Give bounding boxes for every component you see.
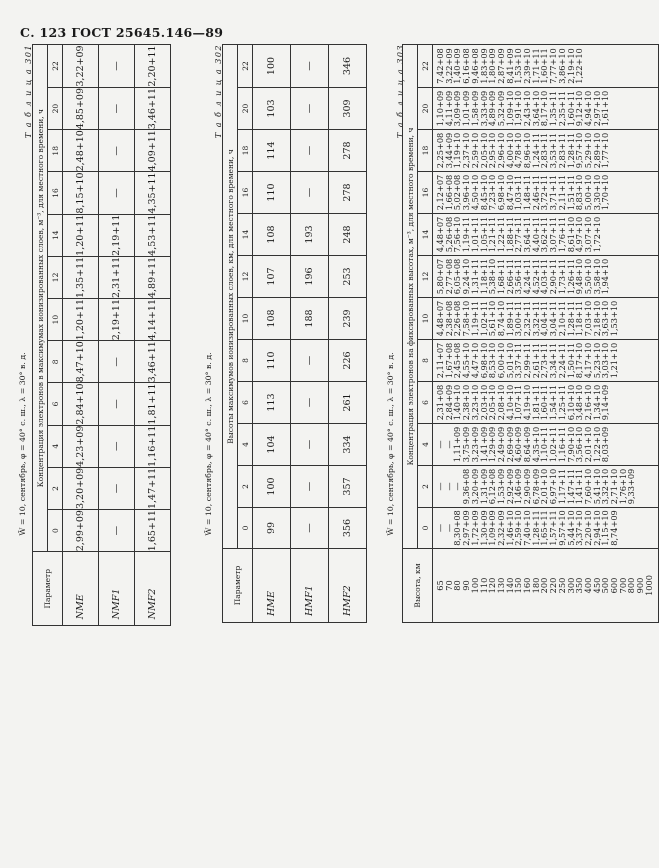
table1-value-cell: 4,89+11: [135, 256, 171, 298]
altitude-value: 220: [548, 577, 559, 594]
table3-caption: Концентрация электронов на фиксированных высотах, м⁻³, для местного времени, ч: [403, 45, 418, 549]
altitude-value: 100: [469, 577, 480, 594]
altitude-value: 160: [522, 577, 533, 594]
table1-hour-header: 6: [48, 383, 63, 425]
table2-value-cell: 248: [329, 214, 367, 256]
table1-value-cell: 4,09+11: [135, 130, 171, 172]
table2-value-cell: 356: [329, 508, 367, 549]
table2-hour-header: 0: [238, 508, 253, 549]
table3-value-column: 5,80+07 2,77+08 6,05+08 9,24+10 1,31+11 1,18+11 5,38+10 1,68+11 2,66+11 3,56+11 4,24+11 4,52+11 4,03+11 2,90+11 1,73+11 1,26+11 9,48+10 5,50+10 3,58+10 1,94+10: [433, 256, 659, 298]
table1-value-cell: —: [99, 510, 135, 552]
table2-hour-header: 20: [238, 88, 253, 130]
table-row: [135, 45, 171, 626]
table1-hour-header: 14: [48, 214, 63, 256]
altitude-value: 900: [635, 577, 646, 594]
table1-value-cell: 2,84+10: [63, 383, 99, 425]
table1-value-cell: 2,20+11: [135, 45, 171, 88]
table2-caption: Высоты максимумов ионизированных слоев, км, для местного времени, ч: [223, 45, 238, 549]
table3-altitude-header: Высота, км: [403, 549, 433, 623]
table1-param-cell: NMF1: [99, 552, 135, 626]
table1-value-cell: 2,31+11: [99, 256, 135, 298]
table2-param-cell: HME: [253, 549, 291, 623]
table1-title: W̄ = 10, сентябрь, φ = 40° с. ш., λ = 30° в. д.: [18, 352, 27, 536]
table2-hour-header: 22: [238, 45, 253, 88]
table1-hour-header: 12: [48, 256, 63, 298]
table3-value-column: 2,12+07 1,66+08 5,02+08 3,96+10 4,50+10 8,45+10 7,23+10 6,98+10 8,47+10 1,03+11 1,48+11 2,46+11 3,72+11 3,71+11 2,11+11 1,51+11 8,83+10 5,00+10 3,30+10 1,70+10: [433, 172, 659, 214]
table1-value-cell: 1,81+11: [135, 383, 171, 425]
table1-value-cell: —: [99, 172, 135, 214]
table2-value-cell: 357: [329, 466, 367, 508]
altitude-value: 1000: [643, 575, 654, 596]
table3-altitude-list: [433, 549, 659, 623]
altitude-value: 350: [574, 577, 585, 594]
table-302: [222, 44, 367, 623]
table1-hour-header: 8: [48, 341, 63, 383]
table2-param-header: Параметр: [223, 549, 253, 623]
table2-value-cell: 100: [253, 466, 291, 508]
table2-value-cell: 193: [291, 214, 329, 256]
table1-hour-header: 2: [48, 467, 63, 509]
table3-value-column: 2,31+08 2,84+09 1,40+10 2,38+10 3,23+10 2,03+10 2,05+10 2,08+10 4,10+10 1,07+11 4,19+10 1,81+11 1,60+11 1,54+11 1,25+11 6,10+10 3,48+10 2,16+10 1,34+10 9,14+09: [433, 382, 659, 424]
table1-value-cell: 4,35+11: [135, 172, 171, 214]
table1-value-cell: 1,20+11: [63, 214, 99, 256]
table3-hour-header: 12: [418, 256, 433, 298]
table1-value-cell: —: [99, 130, 135, 172]
table3-hour-header: 18: [418, 130, 433, 172]
table2-value-cell: 100: [253, 45, 291, 88]
table2-value-cell: —: [291, 382, 329, 424]
table2-value-cell: —: [291, 130, 329, 172]
table2-value-cell: 278: [329, 130, 367, 172]
table1-hour-header: 16: [48, 172, 63, 214]
table2-value-cell: —: [291, 45, 329, 88]
table3-hour-header: 2: [418, 466, 433, 508]
table1-value-cell: 2,19+11: [99, 214, 135, 256]
table3-title: W̄ = 10, сентябрь, φ = 40° с. ш., λ = 30° в. д.: [386, 352, 395, 536]
table1-value-cell: 4,53+11: [135, 214, 171, 256]
altitude-value: 90: [461, 580, 472, 591]
table1-value-cell: 8,47+10: [63, 341, 99, 383]
table2-param-cell: HMF2: [329, 549, 367, 623]
table1-value-cell: 1,35+11: [63, 256, 99, 298]
table2-hour-header: 12: [238, 256, 253, 298]
table3-value-column: 1,10+09 4,11+09 3,09+09 1,01+09 1,58+09 3,33+09 4,89+09 5,32+09 1,09+10 1,91+10 2,43+10 3,64+10 8,17+10 1,35+11 2,35+11 1,60+11 9,12+10 4,94+10 2,97+10 1,61+10: [433, 88, 659, 130]
table1-param-cell: NME: [63, 552, 99, 626]
table1-value-cell: 3,46+11: [135, 341, 171, 383]
table1-hour-header: 0: [48, 510, 63, 552]
table2-value-cell: —: [291, 466, 329, 508]
table3-hour-header: 8: [418, 340, 433, 382]
altitude-value: 800: [626, 577, 637, 594]
table-303: [402, 44, 659, 623]
table2-value-cell: —: [291, 508, 329, 549]
table1-value-cell: 4,23+09: [63, 425, 99, 467]
table1-param-cell: NMF2: [135, 552, 171, 626]
altitude-value: 200: [539, 577, 550, 594]
table1-value-cell: 3,22+09: [63, 45, 99, 88]
table3-value-column: 2,25+08 3,44+09 1,19+10 2,37+10 2,59+10 2,05+10 2,95+10 2,96+10 4,00+10 4,78+10 8,96+10 1,24+11 2,83+11 3,53+11 2,83+11 1,28+11 9,57+10 5,29+10 2,89+10 1,77+10: [433, 130, 659, 172]
altitude-value: 120: [487, 577, 498, 594]
table2-value-cell: —: [291, 424, 329, 466]
table3-value-column: — — 1,11+09 3,75+09 3,23+09 1,41+09 1,29+09 2,49+09 2,69+09 4,60+09 8,64+09 4,35+10 1,10+11 1,02+11 1,16+11 7,90+10 3,56+10 2,01+10 1,22+10 8,03+09: [433, 424, 659, 466]
table1-value-cell: 4,85+09: [63, 88, 99, 130]
table3-value-column: — — — 9,36+08 3,20+09 1,31+09 6,12+08 1,53+09 2,92+09 1,46+09 2,90+09 6,78+09 2,01+10 6,97+10 1,17+11 1,47+11 1,41+11 7,60+10 5,41+10 3,32+10 2,71+10 1,76+10 9,33+09: [433, 466, 659, 508]
table2-value-cell: —: [291, 88, 329, 130]
table3-hour-header: 6: [418, 382, 433, 424]
table-302-label: Т а б л и ц а 302: [214, 44, 223, 139]
table1-hour-header: 10: [48, 299, 63, 341]
table2-hour-header: 10: [238, 298, 253, 340]
table2-hour-header: 14: [238, 214, 253, 256]
table-row: [99, 45, 135, 626]
altitude-value: 130: [495, 577, 506, 594]
table2-value-cell: —: [291, 340, 329, 382]
altitude-value: 250: [556, 577, 567, 594]
altitude-value: 110: [478, 577, 489, 594]
table1-value-cell: 1,65+11: [135, 510, 171, 552]
table1-value-cell: 4,14+11: [135, 299, 171, 341]
table2-value-cell: 113: [253, 382, 291, 424]
table2-value-cell: 346: [329, 45, 367, 88]
table1-value-cell: —: [99, 341, 135, 383]
table-row: [329, 45, 367, 623]
table2-value-cell: —: [291, 172, 329, 214]
table2-value-cell: 278: [329, 172, 367, 214]
page-header: С. 123 ГОСТ 25645.146—89: [20, 25, 224, 40]
table1-hour-header: 20: [48, 88, 63, 130]
table1-caption: Концентрация электронов в максимумах ионизированных слоев, м⁻³, для местного времени, ч: [33, 45, 48, 552]
table3-value-column: 2,11+07 1,67+08 2,45+08 4,55+10 4,47+10 6,98+10 8,53+10 6,00+10 5,01+10 3,37+11 2,99+11 2,61+11 2,73+11 3,34+11 2,24+11 1,50+11 8,17+10 4,17+10 5,23+10 3,03+10 1,21+10: [433, 340, 659, 382]
altitude-value: 300: [565, 577, 576, 594]
table3-value-column: 4,48+07 2,38+08 2,26+08 7,58+10 1,19+11 1,02+11 5,61+10 8,74+10 1,89+11 3,00+11 2,32+11 3,32+11 4,04+11 3,04+11 2,10+11 1,28+11 1,18+11 7,03+10 2,18+10 3,63+10 1,53+10: [433, 298, 659, 340]
table1-value-cell: 3,46+11: [135, 88, 171, 130]
table1-value-cell: 2,99+09: [63, 510, 99, 552]
table2-value-cell: 226: [329, 340, 367, 382]
altitude-value: 150: [513, 577, 524, 594]
rotated-tables-area: [18, 44, 654, 844]
table1-hour-header: 4: [48, 425, 63, 467]
table2-value-cell: 253: [329, 256, 367, 298]
table2-hour-header: 18: [238, 130, 253, 172]
table2-param-cell: HMF1: [291, 549, 329, 623]
table2-value-cell: 108: [253, 214, 291, 256]
table2-hour-header: 16: [238, 172, 253, 214]
table3-hour-header: 22: [418, 45, 433, 88]
table1-value-cell: —: [99, 88, 135, 130]
table1-value-cell: 1,16+11: [135, 425, 171, 467]
table3-value-column: 7,42+08 3,22+09 1,40+09 6,16+08 9,46+08 1,83+09 1,80+09 2,87+09 8,41+09 1,53+10 2,39+10 1,71+11 1,60+11 7,77+10 3,86+10 2,19+10 1,22+10: [433, 45, 659, 88]
table-row: [433, 45, 659, 623]
table3-value-column: — — 8,30+08 2,97+09 1,72+09 1,30+09 1,09+09 2,32+09 1,46+10 2,59+10 7,40+10 1,28+11 1,65+11 1,57+11 9,57+10 5,44+10 3,37+10 2,20+10 2,94+10 1,15+10 8,74+09: [433, 508, 659, 549]
table1-value-cell: 1,47+11: [135, 467, 171, 509]
table-row: [253, 45, 291, 623]
table2-title: W̄ = 10, сентябрь, φ = 40° с. ш., λ = 30° в. д.: [204, 352, 213, 536]
altitude-value: 500: [600, 577, 611, 594]
table3-hour-header: 16: [418, 172, 433, 214]
table2-hour-header: 8: [238, 340, 253, 382]
table1-value-cell: —: [99, 425, 135, 467]
table-row: [291, 45, 329, 623]
table2-value-cell: 99: [253, 508, 291, 549]
table2-value-cell: 239: [329, 298, 367, 340]
table1-hour-header: 18: [48, 130, 63, 172]
table-301-label: Т а б л и ц а 301: [24, 44, 33, 139]
table1-value-cell: 2,48+10: [63, 130, 99, 172]
altitude-value: 700: [617, 577, 628, 594]
table2-value-cell: 103: [253, 88, 291, 130]
altitude-value: 65: [435, 580, 445, 591]
table1-param-header: Параметр: [33, 552, 63, 626]
table2-value-cell: 334: [329, 424, 367, 466]
table3-hour-header: 0: [418, 508, 433, 549]
altitude-value: 450: [591, 577, 602, 594]
table3-hour-header: 10: [418, 298, 433, 340]
table2-value-cell: 107: [253, 256, 291, 298]
table1-value-cell: 3,20+09: [63, 467, 99, 509]
table1-hour-header: 22: [48, 45, 63, 88]
table1-value-cell: 2,19+11: [99, 299, 135, 341]
table3-value-column: 4,48+07 5,26+08 7,56+10 1,19+11 1,01+11 1,05+11 1,21+11 1,22+11 1,88+11 2,77+11 3,64+11 4,40+11 3,62+11 3,07+11 1,76+11 8,61+10 4,97+10 3,07+10 1,72+10: [433, 214, 659, 256]
altitude-value: 600: [609, 577, 620, 594]
table3-hour-header: 4: [418, 424, 433, 466]
altitude-value: 180: [530, 577, 541, 594]
table2-value-cell: 110: [253, 340, 291, 382]
table2-value-cell: 261: [329, 382, 367, 424]
table2-value-cell: 110: [253, 172, 291, 214]
table-301: [32, 44, 171, 626]
table-row: [63, 45, 99, 626]
table2-value-cell: 114: [253, 130, 291, 172]
altitude-value: 80: [452, 580, 463, 591]
table2-value-cell: 104: [253, 424, 291, 466]
table1-value-cell: —: [99, 45, 135, 88]
altitude-value: 400: [582, 577, 593, 594]
table1-value-cell: —: [99, 467, 135, 509]
table3-hour-header: 14: [418, 214, 433, 256]
table2-value-cell: 196: [291, 256, 329, 298]
table-303-label: Т а б л и ц а 303: [396, 44, 405, 139]
altitude-value: 140: [504, 577, 515, 594]
table1-value-cell: 1,20+11: [63, 299, 99, 341]
table1-value-cell: —: [99, 383, 135, 425]
table2-value-cell: 108: [253, 298, 291, 340]
altitude-value: 70: [443, 580, 454, 591]
table2-hour-header: 6: [238, 382, 253, 424]
table2-hour-header: 2: [238, 466, 253, 508]
table3-hour-header: 20: [418, 88, 433, 130]
table2-value-cell: 188: [291, 298, 329, 340]
table1-value-cell: 8,15+10: [63, 172, 99, 214]
table2-value-cell: 309: [329, 88, 367, 130]
table2-hour-header: 4: [238, 424, 253, 466]
